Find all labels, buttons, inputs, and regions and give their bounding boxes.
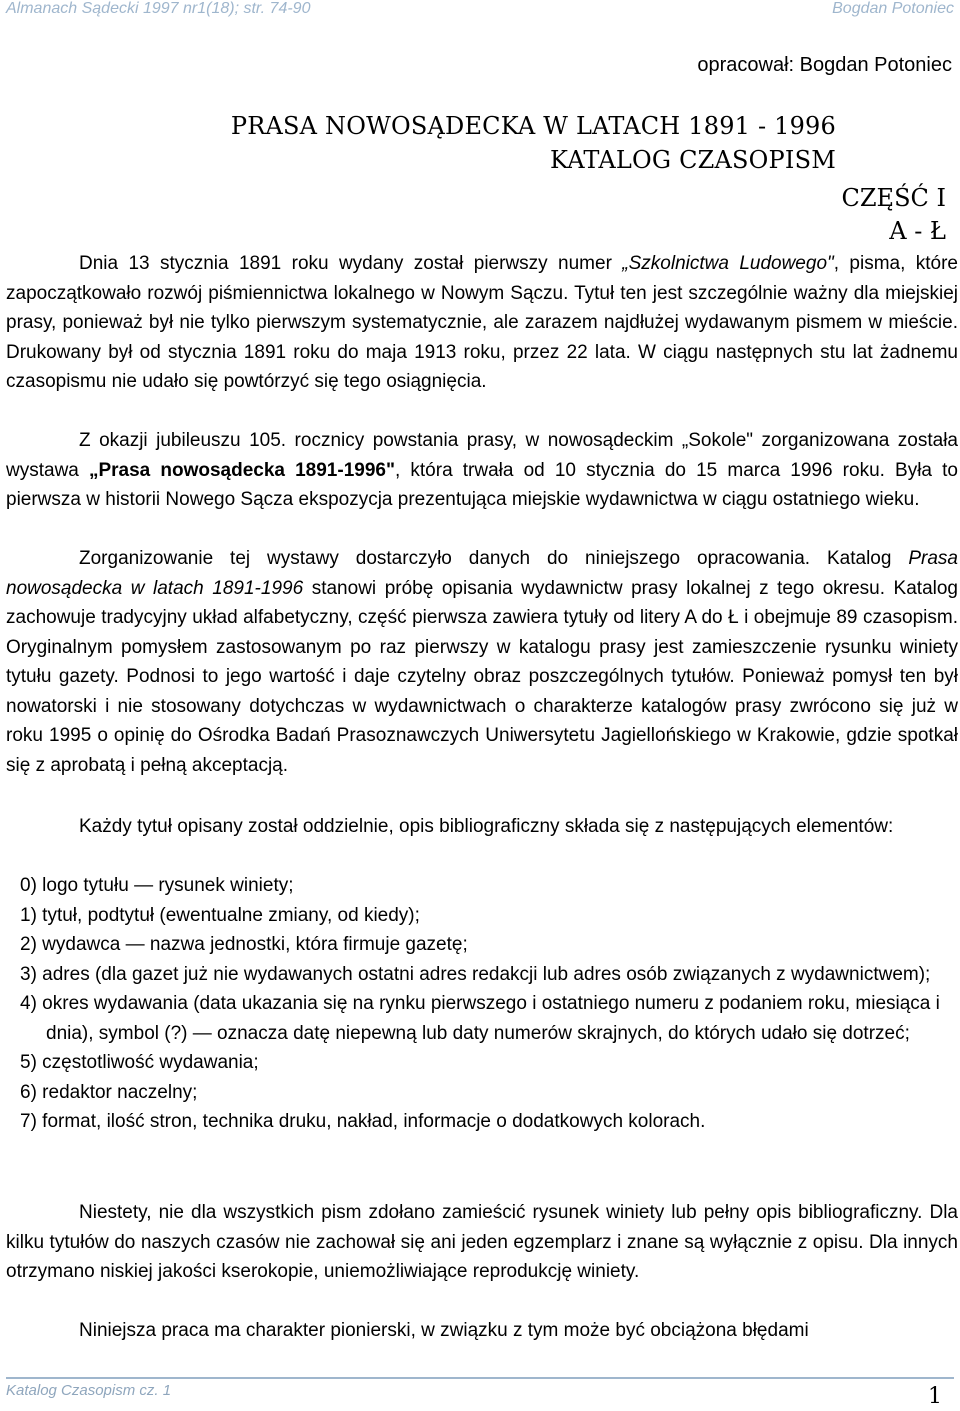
bold-exhibition-title: „Prasa nowosądecka 1891-1996" [88,459,395,481]
list-item: 7) format, ilość stron, technika druku, nakład, informacje o dodatkowych kolorach. [20,1111,706,1132]
list-item: 0) logo tytułu — rysunek winiety; [20,875,294,896]
text-run: , pisma, które zapoczątkowało rozwój piśmiennictwa lokalnego w Nowym Sączu. Tytuł ten jest szczególnie ważny dla miejskiej prasy, ponieważ był nie tylko pierwszym systematycznie, ale zarazem najdłużej wydawanym pismem w mieście. Drukowany był od stycznia 1891 roku do maja 1913 roku, przez 22 lata. W ciągu następnych stu lat żadnemu czasopismu nie udało się powtórzyć się tego osiągnięcia. [6,253,959,392]
author-credit: opracował: Bogdan Potoniec [697,54,952,76]
page-number: 1 [928,1384,942,1409]
footer-title: Katalog Czasopism cz. 1 [6,1382,172,1399]
paragraph-limitations: Niestety, nie dla wszystkich pism zdołano zamieścić rysunek winiety lub pełny opis bibliograficzny. Dla kilku tytułów do naszych czasów nie zachował się ani jeden egzemplarz i znane są wyłącznie z opisu. Dla innych otrzymano niskiej jakości kserokopie, uniemożliwiające reprodukcję winiety. [6,1202,958,1282]
list-item: 6) redaktor naczelny; [20,1081,198,1103]
list-item: 3) adres (dla gazet już nie wydawanych ostatni adres redakcji lub adres osób związanych z wydawnictwem); [20,963,931,985]
paragraph-catalog [6,544,958,780]
text-run: Zorganizowanie tej wystawy dostarczyło danych do niniejszego opracowania. Katalog [79,548,909,569]
part-range: A - Ł [889,217,946,245]
running-header [6,0,954,24]
part-label: CZĘŚĆ I [841,184,946,212]
list-item: 2) wydawca — nazwa jednostki, która firmuje gazetę; [20,934,468,955]
footer-rule [6,1377,954,1379]
document-subtitle: KATALOG CZASOPISM [550,146,836,174]
text-run: , która trwała od 10 stycznia do 15 marca 1996 roku. Była to pierwsza w historii Nowego Sącza ekspozycja prezentująca miejskie wydawnictwa w ciągu ostatniego wieku. [6,459,958,510]
header-author: Bogdan Potoniec [832,0,954,17]
elements-list [20,871,950,1137]
document-title: PRASA NOWOSĄDECKA W LATACH 1891 - 1996 [230,112,836,140]
text-run: stanowi próbę opisania wydawnictw prasy lokalnej z tego okresu. Katalog zachowuje tradycyjny układ alfabetyczny, część pierwsza zawiera tytuły od litery A do Ł i obejmuje 89 czasopism. Oryginalnym pomysłem zastosowanym po raz pierwszy w katalogu prasy jest zamieszczenie rysunku winiety tytułu gazety. Podnosi to jego wartość i daje czytelny obraz poszczególnych tytułów. Ponieważ pomysł ten był nowatorski i nie stosowany dotychczas w wydawnictwach o charakterze katalogów prasy zwrócono się już w roku 1995 o opinię do Ośrodka Badań Prasoznawczych Uniwersytetu Jagiellońskiego w Krakowie, gdzie spotkał się z aprobatą i pełną akceptacją. [6,577,958,776]
list-item: 5) częstotliwość wydawania; [20,1052,259,1073]
paragraph-pioneer: Niniejsza praca ma charakter pionierski, w związku z tym może być obciążona błędami [79,1320,809,1341]
italic-title: „Szkolnictwa Ludowego" [622,253,834,274]
header-publication: Almanach Sądecki 1997 nr1(18); str. 74-90 [6,0,311,17]
list-item: 1) tytuł, podtytuł (ewentualne zmiany, od kiedy); [20,904,420,926]
italic-catalog-title: Prasa nowosądecka w latach 1891-1996 [6,548,958,599]
paragraph-exhibition [6,426,958,515]
text-run: Z okazji jubileuszu 105. rocznicy powstania prasy, w nowosądeckim „Sokole" zorganizowana została wystawa [6,430,958,481]
text-run: Dnia 13 stycznia 1891 roku wydany został pierwszy numer [79,253,623,274]
list-item: 4) okres wydawania (data ukazania się na rynku pierwszego i ostatniego numeru z podaniem roku, miesiąca i dnia), symbol (?) — oznacza datę niepewną lub daty numerów skrajnych, do których udało się dotrzeć; [20,993,940,1044]
paragraph-intro [6,249,958,397]
paragraph-elements-intro: Każdy tytuł opisany został oddzielnie, opis bibliograficzny składa się z następujących elementów: [79,816,894,837]
